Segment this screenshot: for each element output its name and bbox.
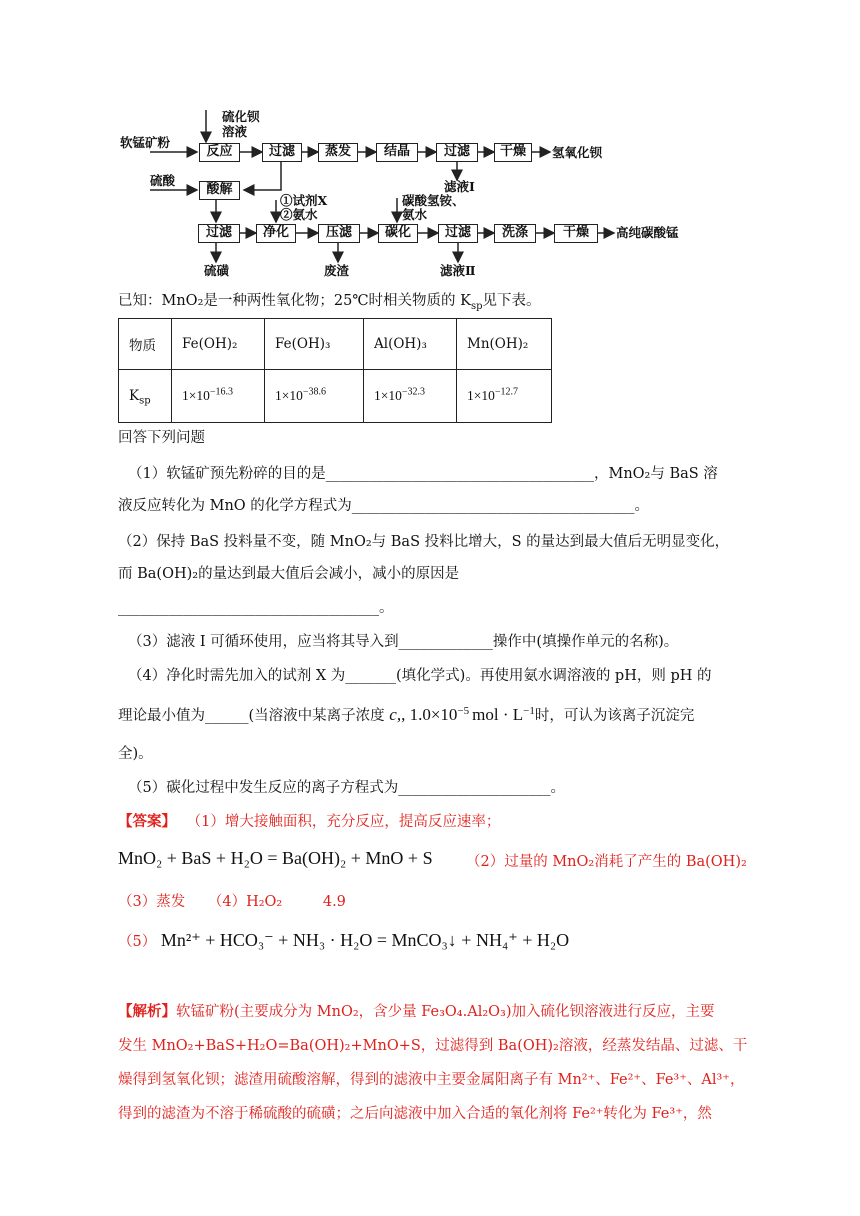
label-sulfur: 硫磺 xyxy=(204,263,230,278)
table-header-cell: Al(OH)₃ xyxy=(364,319,457,370)
known-info: 已知：MnO₂是一种两性氧化物；25℃时相关物质的 $K_{sp}$见下表。 xyxy=(118,293,541,312)
table-row xyxy=(119,370,552,423)
label-ammonia-2: 氨水 xyxy=(402,207,428,222)
table-cell: $1\times 10^{-38.6}$ xyxy=(265,370,364,423)
table-cell: $1\times 10^{-32.3}$ xyxy=(364,370,457,423)
analysis-line-3: 燥得到氢氧化钡；滤渣用硫酸溶解，得到的滤液中主要金属阳离子有 Mn²⁺、Fe²⁺、Fe³⁺、Al³⁺， xyxy=(118,1072,745,1088)
label-solution: 溶液 xyxy=(222,124,248,139)
label-ammonium-bicarbonate: 碳酸氢铵、 xyxy=(402,193,465,208)
analysis-line-1: 【解析】软锰矿粉(主要成分为 MnO₂，含少量 Fe₃O₄.Al₂O₃)加入硫化钡溶液进行反应，主要 xyxy=(118,1003,715,1020)
question-1-line-2: 液反应转化为 MnO 的化学方程式为_______________________________________。 xyxy=(118,498,650,514)
table-cell: $1\times 10^{-16.3}$ xyxy=(172,370,265,423)
label-filtrate-1: 滤液Ⅰ xyxy=(444,179,475,194)
answer-2: （2）过量的 MnO₂消耗了产生的 Ba(OH)₂ xyxy=(466,854,747,870)
table-cell: $1\times 10^{-12.7}$ xyxy=(457,370,552,423)
question-4-line-3: 全)。 xyxy=(118,746,153,762)
flow-chart xyxy=(0,0,860,290)
box-carbonize: 碳化 xyxy=(378,224,418,243)
analysis-line-4: 得到的滤渣为不溶于稀硫酸的硫磺；之后向滤液中加入合适的氧化剂将 Fe²⁺转化为 Fe³⁺，然 xyxy=(118,1106,712,1122)
table-header-cell: 物质 xyxy=(119,319,172,370)
question-2-line-2: 而 Ba(OH)₂的量达到最大值后会减小，减小的原因是 xyxy=(118,566,460,582)
answer-3: （3）蒸发 xyxy=(118,894,186,910)
label-reagent-x: ①试剂X xyxy=(280,193,328,208)
question-5: （5）碳化过程中发生反应的离子方程式为_____________________。 xyxy=(128,780,565,796)
equation-5: Mn²⁺ + HCO₃⁻ + NH₃ · H₂O = MnCO₃↓ + NH₄⁺ + H₂O xyxy=(160,930,570,950)
label-sulfuric-acid: 硫酸 xyxy=(150,173,176,188)
box-purify: 净化 xyxy=(256,224,296,243)
answer-line-4 xyxy=(118,930,569,952)
answer-tag: 【答案】 xyxy=(118,813,176,830)
ksp-table xyxy=(118,318,552,423)
box-dry-1: 干燥 xyxy=(494,143,532,162)
question-2-line-1: （2）保持 BaS 投料量不变，随 MnO₂与 BaS 投料比增大，S 的量达到最大值后无明显变化， xyxy=(118,534,730,550)
table-cell: $K_{sp}$ xyxy=(119,370,172,423)
label-ammonia: ②氨水 xyxy=(280,207,318,222)
question-4-line-2: 理论最小值为______(当溶液中某离子浓度 c,, $1.0\times 10^{-5}$ mol · $L^{-1}$时，可认为该离子沉淀完 xyxy=(118,705,695,724)
answer-4: （4）H₂O₂ xyxy=(207,894,283,910)
box-acid-dissolve: 酸解 xyxy=(199,181,240,200)
question-2-line-3: ____________________________________。 xyxy=(118,600,394,616)
analysis-line-2: 发生 MnO₂+BaS+H₂O=Ba(OH)₂+MnO+S，过滤得到 Ba(OH)₂溶液，经蒸发结晶、过滤、干 xyxy=(118,1038,748,1054)
equation-1: MnO₂ + BaS + H₂O = Ba(OH)₂ + MnO + S xyxy=(118,848,433,868)
label-pyrolusite-powder: 软锰矿粉 xyxy=(120,135,171,150)
answer-5: （5） xyxy=(118,934,157,950)
analysis-tag: 【解析】 xyxy=(118,1003,176,1020)
box-reaction: 反应 xyxy=(199,143,240,162)
table-header-cell: Mn(OH)₂ xyxy=(457,319,552,370)
box-filter-1: 过滤 xyxy=(262,143,302,162)
label-waste-residue: 废渣 xyxy=(324,263,350,278)
box-press-filter: 压滤 xyxy=(318,224,360,243)
label-high-purity-mnco3: 高纯碳酸锰 xyxy=(616,225,679,240)
table-header-cell: Fe(OH)₃ xyxy=(265,319,364,370)
question-3: （3）滤液 I 可循环使用，应当将其导入到_____________操作中(填操作单元的名称)。 xyxy=(128,634,679,650)
label-barium-hydroxide: 氢氧化钡 xyxy=(552,145,603,160)
table-row xyxy=(119,319,552,370)
box-filter-2: 过滤 xyxy=(436,143,478,162)
answer-line-2 xyxy=(118,848,747,870)
question-1-line-1: （1）软锰矿预先粉碎的目的是_____________________________________，MnO₂与 BaS 溶 xyxy=(128,466,718,482)
box-filter-4: 过滤 xyxy=(438,224,478,243)
answer-line-1: 【答案】 （1）增大接触面积，充分反应，提高反应速率； xyxy=(118,813,501,830)
questions-intro: 回答下列问题 xyxy=(118,430,205,446)
table-header-cell: Fe(OH)₂ xyxy=(172,319,265,370)
label-filtrate-2: 滤液Ⅱ xyxy=(440,263,476,278)
box-dry-2: 干燥 xyxy=(554,224,598,243)
question-4-line-1: （4）净化时需先加入的试剂 X 为_______(填化学式)。再使用氨水调溶液的 pH，则 pH 的 xyxy=(128,668,712,684)
box-wash: 洗涤 xyxy=(494,224,536,243)
box-crystallize: 结晶 xyxy=(376,143,418,162)
box-evaporate: 蒸发 xyxy=(318,143,358,162)
label-barium-sulfide: 硫化钡 xyxy=(222,109,260,124)
answer-line-3 xyxy=(118,892,346,912)
answer-4-value: 4.9 xyxy=(322,894,346,910)
box-filter-3: 过滤 xyxy=(198,224,240,243)
